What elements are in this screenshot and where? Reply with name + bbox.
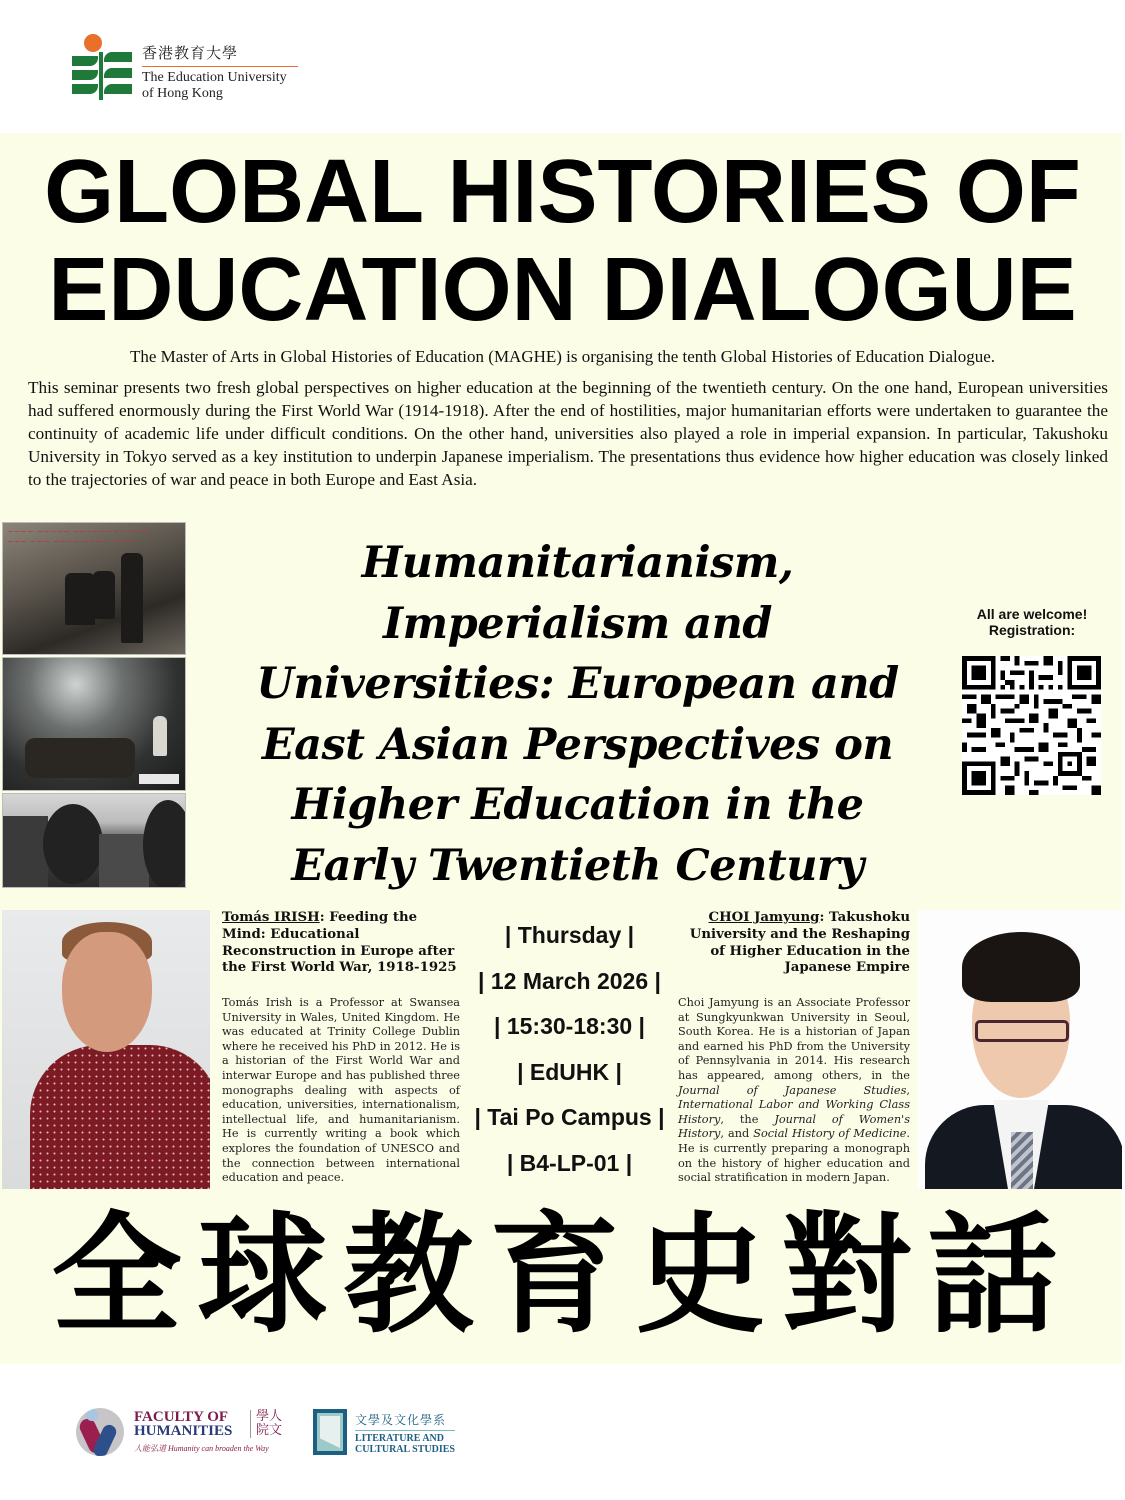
department-name-en-2: CULTURAL STUDIES bbox=[355, 1444, 455, 1455]
eduhk-name-en-2: of Hong Kong bbox=[142, 86, 223, 101]
poster-panel bbox=[0, 133, 1122, 1364]
event-time: | 15:30-18:30 | bbox=[494, 1013, 645, 1039]
talk-title-right-text: : Takushoku University and the Reshaping of Higher Education in the Japanese Empire bbox=[689, 910, 910, 976]
archival-photo-dining-hall-icon bbox=[2, 657, 186, 791]
journal-name: Journal of Japanese Studies bbox=[678, 1083, 907, 1097]
talk-title-right bbox=[675, 910, 910, 977]
qr-code-icon[interactable] bbox=[962, 656, 1101, 795]
seminar-description: This seminar presents two fresh global perspectives on higher education at the beginning of the twentieth century. On the one hand, European universities had suffered enormously during the First World War (1914-1918). After the end of hostilities, major humanitarian efforts were undertaken to guarantee the continuity of academic life under difficult conditions. On the other hand, universities also played a role in imperial expansion. In particular, Takushoku University in Tokyo served as a key institution to underpin Japanese imperialism. The presentations thus evidence how higher education was closely linked to the trajectories of war and peace in both Europe and East Asia. bbox=[28, 378, 1108, 489]
journal-name: Social History of Medicine bbox=[753, 1127, 907, 1141]
welcome-text: All are welcome! bbox=[976, 606, 1088, 622]
speaker-name-left: Tomás IRISH bbox=[222, 910, 320, 925]
lcs-emblem-icon bbox=[313, 1409, 347, 1455]
event-room: | B4-LP-01 | bbox=[506, 1149, 633, 1176]
main-title-line-2: EDUCATION DIALOGUE bbox=[48, 240, 1077, 340]
bio-text: , bbox=[906, 1083, 910, 1097]
intro-text: The Master of Arts in Global Histories of Education (MAGHE) is organising the tenth Global Histories of Education Dialogue. bbox=[129, 347, 996, 366]
humanities-emblem-icon bbox=[76, 1408, 124, 1456]
speaker-photo-tomas-irish bbox=[2, 910, 210, 1189]
registration-text: Registration: bbox=[988, 622, 1076, 638]
department-name-zh: 文學及文化學系 bbox=[355, 1411, 455, 1431]
bio-text: . He is currently preparing a monograph on the history of higher education and social stratification in modern Japan. bbox=[678, 1127, 910, 1185]
archival-photo-meeting-icon: ~~~~ ~~~~~ ~~~~~~~~ ~~~ ~~~ ~~~ ~~~~ ~~~~ ~~~~ bbox=[2, 522, 186, 655]
registration-label bbox=[948, 606, 1116, 638]
speaker-photo-choi-jamyung bbox=[917, 910, 1122, 1189]
subtitle-line: Universities: European and bbox=[256, 659, 899, 709]
archive-photo-strip bbox=[2, 522, 186, 888]
bio-text: , and bbox=[720, 1127, 754, 1141]
faculty-name-line-1: FACULTY OF bbox=[134, 1409, 229, 1425]
main-title-line-1: GLOBAL HISTORIES OF bbox=[44, 142, 1081, 242]
faculty-name-zh bbox=[250, 1410, 284, 1438]
event-institution: | EdUHK | bbox=[517, 1058, 622, 1085]
department-name-en-1: LITERATURE AND bbox=[355, 1433, 444, 1444]
seminar-subtitle bbox=[210, 533, 945, 896]
talk-title-left bbox=[222, 910, 462, 977]
event-campus: | Tai Po Campus | bbox=[474, 1104, 665, 1130]
bio-text: Choi Jamyung is an Associate Professor at Sungkyunkwan University in Seoul, South Korea. He is a historian of Japan and earned his PhD from the University of Pennsylvania in 2014. His research has appeared, among others, in the bbox=[678, 996, 910, 1082]
journal-name: Journal of Women's History bbox=[678, 1112, 910, 1141]
photo-university-building-icon bbox=[2, 793, 186, 888]
subtitle-line: Humanitarianism, bbox=[361, 538, 794, 588]
event-date: | 12 March 2026 | bbox=[478, 967, 661, 994]
talk-title-left-text: : Feeding the Mind: Educational Reconstruction in Europe after the First World War, 1918-1925 bbox=[222, 910, 457, 976]
faculty-of-humanities-logo bbox=[76, 1404, 296, 1460]
faculty-motto: 人能弘道 Humanity can broaden the Way bbox=[134, 1444, 269, 1453]
bio-text: , the bbox=[720, 1112, 775, 1126]
event-details bbox=[462, 914, 677, 1187]
lcs-department-logo bbox=[313, 1409, 473, 1457]
main-title bbox=[0, 143, 1125, 339]
eduhk-name-zh: 香港教育大學 bbox=[142, 42, 298, 67]
speaker-name-right: CHOI Jamyung bbox=[708, 910, 820, 925]
faculty-zh-1: 學人 bbox=[256, 1409, 283, 1424]
faculty-zh-2: 院文 bbox=[256, 1423, 283, 1438]
subtitle-line: East Asian Perspectives on bbox=[261, 719, 894, 770]
title-chinese: 全球教育史對話 bbox=[51, 1199, 1074, 1351]
subtitle-line: Higher Education in the bbox=[291, 780, 864, 830]
subtitle-line: Early Twentieth Century bbox=[291, 840, 864, 891]
speaker-bio-right bbox=[678, 996, 910, 1186]
eduhk-name-en-1: The Education University bbox=[142, 70, 287, 85]
faculty-name-line-2: HUMANITIES bbox=[134, 1423, 233, 1439]
speaker-bio-left: Tomás Irish is a Professor at Swansea University in Wales, United Kingdom. He was educated at Trinity College Dublin where he received his PhD in 2012. He is a historian of the First World War and interwar Europe and has published three monographs dealing with aspects of education, universities, internationalism, intellectual life, and humanitarianism. He is currently writing a book which explores the foundation of UNESCO and the connection between international education and peace. bbox=[222, 996, 460, 1185]
journal-name: International Labor and Working Class History bbox=[678, 1098, 910, 1126]
eduhk-logo bbox=[72, 32, 312, 104]
eduhk-emblem-icon bbox=[72, 32, 134, 102]
event-day: | Thursday | bbox=[504, 922, 635, 948]
subtitle-line: Imperialism and bbox=[383, 598, 772, 649]
